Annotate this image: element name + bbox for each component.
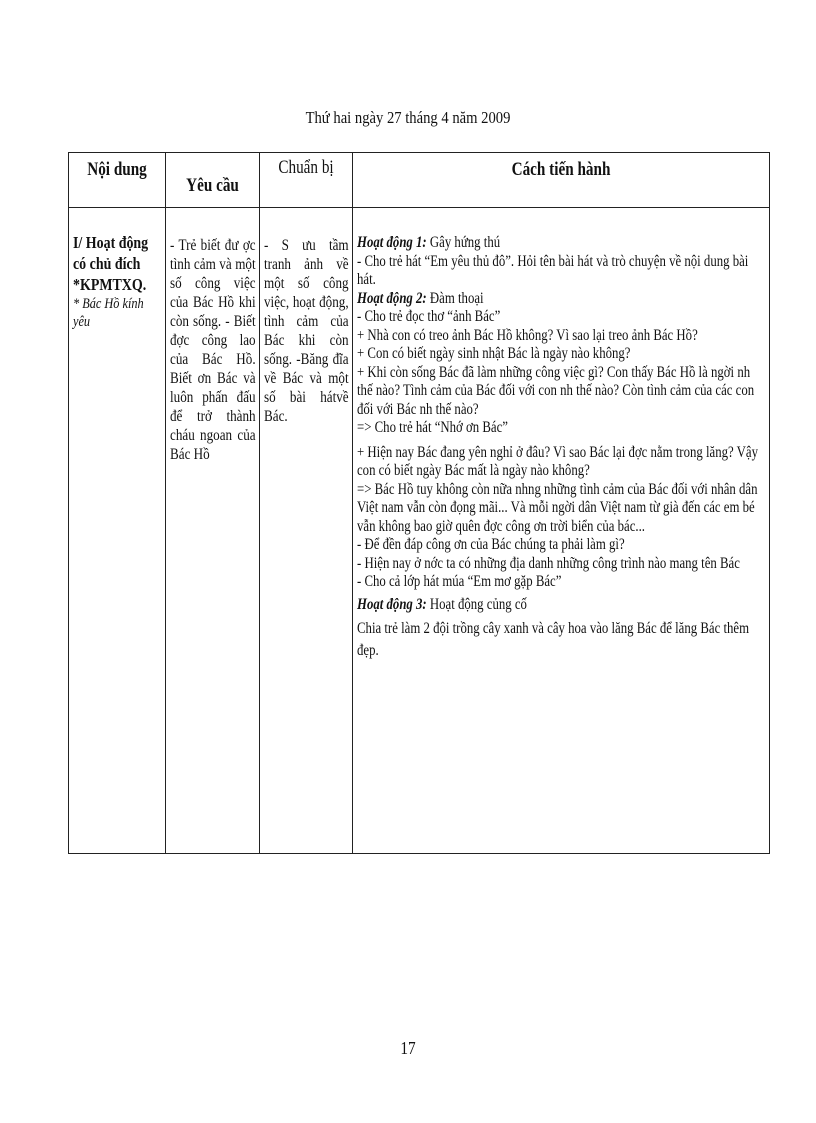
- header-cach-tien-hanh: [353, 153, 770, 208]
- activity-heading: Hoạt động 1:: [357, 234, 427, 251]
- header-yeu-cau-label: Yêu cầu: [186, 175, 239, 196]
- procedure-line: [357, 327, 767, 346]
- header-chuan-bi: [260, 153, 353, 208]
- procedure-line-text: - Hiện nay ở nớc ta có những địa danh những công trình nào mang tên Bác: [357, 554, 740, 572]
- header-noi-dung: [69, 153, 166, 208]
- procedure-line: [357, 234, 767, 253]
- procedure-line-text: - Để đền đáp công ơn của Bác chúng ta phải làm gì?: [357, 536, 625, 553]
- procedure-line-text: + Con có biết ngày sinh nhật Bác là ngày nào không?: [357, 345, 631, 362]
- procedure-line: [357, 444, 767, 481]
- procedure-line: [357, 596, 767, 615]
- header-noi-dung-label: Nội dung: [87, 159, 147, 180]
- procedure-line: [357, 573, 767, 592]
- page-number: 17: [400, 1038, 416, 1058]
- procedure-line: [357, 290, 767, 309]
- procedure-line-text: => Cho trẻ hát “Nhớ ơn Bác”: [357, 419, 508, 436]
- procedure-line-text: Đàm thoại: [426, 289, 484, 307]
- cell-cach-tien-hanh: [353, 208, 770, 854]
- procedure-line-text: - Cho trẻ hát “Em yêu thủ đô”. Hỏi tên bài hát và trò chuyện về nội dung bài hát.: [357, 252, 749, 288]
- cell-noi-dung: [69, 208, 166, 854]
- date-line: Thứ hai ngày 27 tháng 4 năm 2009: [305, 108, 511, 127]
- activity-title-line2: có chủ đích: [73, 254, 141, 273]
- procedure-line: [357, 618, 767, 662]
- requirements-text: - Trẻ biết đư ợc tình cảm và một số công việc của Bác Hồ khi còn sống. - Biết đợc công lao của Bác Hồ. Biết ơn Bác và luôn phấn đấu để trở thành cháu ngoan của Bác Hồ: [170, 237, 256, 463]
- cell-chuan-bi: [260, 208, 353, 854]
- procedure-line: [357, 536, 767, 555]
- procedure-line: [357, 555, 767, 574]
- procedure-line-text: Chia trẻ làm 2 đội trồng cây xanh và cây hoa vào lăng Bác để lăng Bác thêm đẹp.: [357, 620, 750, 659]
- activity-heading: Hoạt động 2:: [357, 289, 427, 307]
- cell-yeu-cau: [166, 208, 260, 854]
- procedure-line-text: Gây hứng thú: [426, 234, 501, 251]
- header-chuan-bi-label: Chuẩn bị: [278, 157, 334, 178]
- procedure-line-text: - Cho cả lớp hát múa “Em mơ gặp Bác”: [357, 573, 562, 590]
- procedure-line: [357, 345, 767, 364]
- activity-title-line3: *KPMTXQ.: [73, 275, 147, 294]
- activity-title-line1: I/ Hoạt động: [73, 233, 149, 252]
- procedure-line-text: => Bác Hồ tuy không còn nữa nhng những tình cảm của Bác đối với nhân dân Việt nam vẫn còn đọng mãi... Và mỗi ngời dân Việt nam từ già đến các em bé vẫn không bao giờ quên đợc công ơn trời biển của bác...: [357, 480, 758, 535]
- lesson-plan-table: [68, 152, 770, 854]
- procedure-line: [357, 419, 767, 438]
- procedure-line-text: Hoạt động củng cố: [426, 595, 527, 613]
- procedure-line: [357, 364, 767, 420]
- header-cach-tien-hanh-label: Cách tiến hành: [511, 159, 611, 180]
- header-yeu-cau: [166, 153, 260, 208]
- activity-subtitle: * Bác Hồ kính yêu: [73, 296, 144, 330]
- procedure-line-text: + Khi còn sống Bác đã làm những công việc gì? Con thấy Bác Hồ là ngời nh thế nào? Tình cảm của Bác đối với con nh thế nào? Còn tình cảm của các con đối với Bác nh thế nào?: [357, 363, 755, 418]
- procedure-line: [357, 253, 767, 290]
- procedure-text: [357, 234, 767, 662]
- procedure-line-text: + Nhà con có treo ảnh Bác Hồ không? Vì sao lại treo ảnh Bác Hồ?: [357, 326, 698, 344]
- table-header-row: [69, 153, 770, 208]
- table-body-row: [69, 208, 770, 854]
- procedure-line-text: + Hiện nay Bác đang yên nghỉ ở đâu? Vì sao Bác lại đợc nằm trong lăng? Vậy con có biết ngày Bác mất là ngày nào không?: [357, 443, 758, 479]
- activity-heading: Hoạt động 3:: [357, 595, 427, 613]
- procedure-line: [357, 481, 767, 537]
- procedure-line: [357, 308, 767, 327]
- procedure-line-text: - Cho trẻ đọc thơ “ảnh Bác”: [357, 308, 501, 325]
- preparation-text: - S ưu tầm tranh ảnh về một số công việc, hoạt động, tình cảm của Bác khi còn sống. -Băng đĩa về Bác và một số bài hátvề Bác.: [264, 237, 349, 425]
